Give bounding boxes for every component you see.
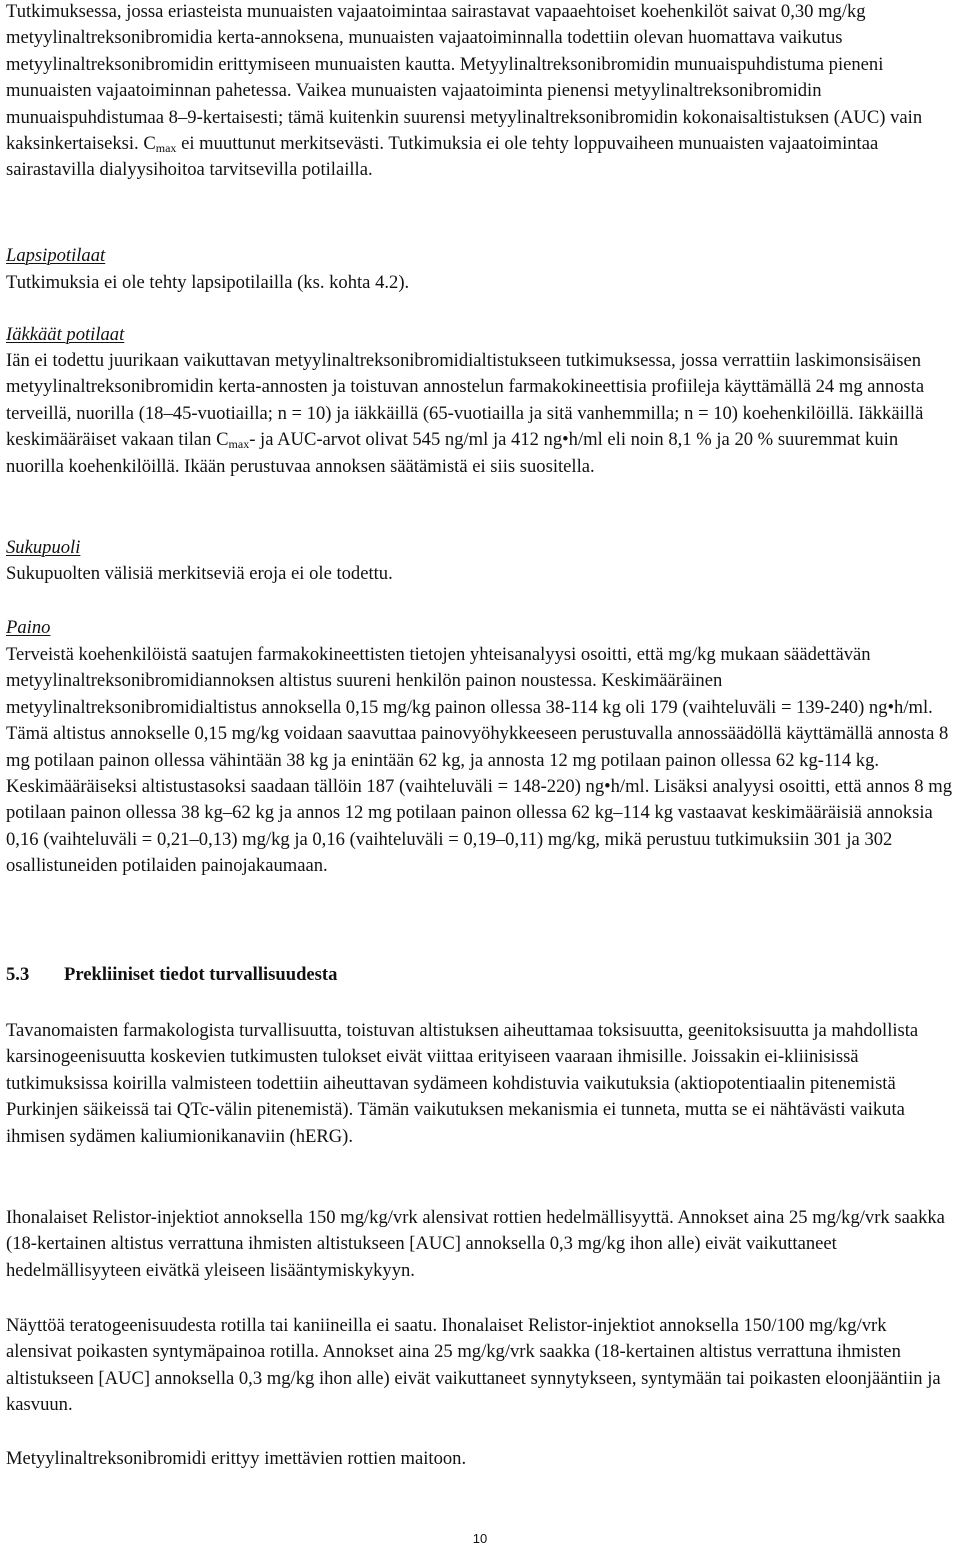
- pediatric-heading: Lapsipotilaat: [6, 245, 106, 266]
- sex-paragraph: Sukupuolten välisiä merkitseviä eroja ei ole todettu.: [6, 563, 393, 584]
- weight-heading: Paino: [6, 617, 51, 638]
- elderly-text-main: Iän ei todettu juurikaan vaikuttavan metyylinaltreksonibromidialtistukseen tutkimuksessa, jossa verrattiin laskimonsisäisen metyylinaltreksonibromidin kerta-annosten ja toistuvan annostelun farmakokineettisia profiileja käyttämällä 24 mg annosta terveillä, nuorilla (18–45-vuotiailla; n = 10) ja iäkkäillä (65-vuotiailla ja sitä vanhemmilla; n = 10) koehenkilöillä. Iäkkäillä keskimääräiset vakaan tilan C: [6, 350, 925, 451]
- section-heading: [6, 962, 337, 988]
- renal-cmax-subscript: max: [155, 141, 177, 156]
- renal-text-main: Tutkimuksessa, jossa eriasteista munuaisten vajaatoimintaa sairastavat vapaaehtoiset koehenkilöt saivat 0,30 mg/kg metyylinaltreksonibromidia kerta-annoksena, munuaisten vajaatoiminnalla todettiin olevan huomattava vaikutus metyylinaltreksonibromidin erittymiseen munuaisten kautta. Metyylinaltreksonibromidin munuaispuhdistuma pieneni munuaisten vajaatoiminnan pahetessa. Vaikea munuaisten vajaatoiminta pienensi metyylinaltreksonibromidin munuaispuhdistumaa 8–9-kertaisesti; tämä kuitenkin suurensi metyylinaltreksonibromidin kokonaisaltistuksen (AUC) vain kaksinkertaiseksi. C: [6, 1, 923, 155]
- sex-heading: Sukupuoli: [6, 537, 81, 558]
- preclinical-paragraph-2: Ihonalaiset Relistor-injektiot annoksella 150 mg/kg/vrk alensivat rottien hedelmällisyyttä. Annokset aina 25 mg/kg/vrk saakka (18-kertainen altistus verrattuna ihmisten altistukseen [AUC] annoksella 0,3 mg/kg ihon alle) eivät vaikuttaneet hedelmällisyyteen eivätkä yleiseen lisääntymiskykyyn.: [6, 1207, 945, 1281]
- preclinical-paragraph-3: Näyttöä teratogeenisuudesta rotilla tai kaniineilla ei saatu. Ihonalaiset Relistor-injektiot annoksella 150/100 mg/kg/vrk alensivat poikasten syntymäpainoa rotilla. Annokset aina 25 mg/kg/vrk saakka (18-kertainen altistus verrattuna ihmisten altistukseen [AUC] annoksella 0,3 mg/kg ihon alle) eivät vaikuttaneet synnytykseen, syntymään tai poikasten eloonjääntiin ja kasvuun.: [6, 1315, 941, 1416]
- elderly-heading: Iäkkäät potilaat: [6, 324, 125, 345]
- renal-text-end: ei muuttunut merkitsevästi. Tutkimuksia ei ole tehty loppuvaiheen munuaisten vajaatoimintaa sairastavilla dialyysihoitoa tarvitsevilla potilailla.: [6, 133, 879, 181]
- preclinical-paragraph-1: Tavanomaisten farmakologista turvallisuutta, toistuvan altistuksen aiheuttamaa toksisuutta, geenitoksisuutta ja mahdollista karsinogeenisuutta koskevien tutkimusten tulokset eivät viittaa erityiseen vaaraan ihmisille. Joissakin ei-kliinisissä tutkimuksissa koirilla valmisteen todettiin aiheuttavan sydämeen kohdistuvia vaikutuksia (aktiopotentiaalin pitenemistä Purkinjen säikeissä tai QTc-välin pitenemistä). Tämän vaikutuksen mekanismia ei tunneta, mutta se ei nähtävästi vaikuta ihmisen sydämen kaliumionikanaviin (hERG).: [6, 1020, 919, 1147]
- section-title: Prekliiniset tiedot turvallisuudesta: [64, 964, 338, 985]
- elderly-text-end: - ja AUC-arvot olivat 545 ng/ml ja 412 ng•h/ml eli noin 8,1 % ja 20 % suuremmat kuin nuorilla koehenkilöillä. Ikään perustuvaa annoksen säätämistä ei siis suositella.: [6, 429, 899, 477]
- preclinical-paragraph-4: Metyylinaltreksonibromidi erittyy imettävien rottien maitoon.: [6, 1448, 467, 1469]
- elderly-paragraph: [6, 348, 956, 480]
- renal-impairment-paragraph: [6, 0, 956, 184]
- page-number: 10: [472, 1531, 488, 1546]
- section-number: 5.3: [6, 964, 30, 985]
- pediatric-paragraph: Tutkimuksia ei ole tehty lapsipotilailla (ks. kohta 4.2).: [6, 272, 410, 293]
- weight-paragraph: Terveistä koehenkilöistä saatujen farmakokineettisten tietojen yhteisanalyysi osoitti, että mg/kg mukaan säädettävän metyylinaltreksonibromidiannoksen altistus suureni henkilön painon noustessa. Keskimääräinen metyylinaltreksonibromidialtistus annoksella 0,15 mg/kg painon ollessa 38-114 kg oli 179 (vaihteluväli = 139-240) ng•h/ml. Tämä altistus annokselle 0,15 mg/kg voidaan saavuttaa painovyöhykkeeseen perustuvalla annossäädöllä käyttämällä annosta 8 mg potilaan painon ollessa vähintään 38 kg ja enintään 62 kg, ja annosta 12 mg potilaan painon ollessa 62 kg-114 kg. Keskimääräiseksi altistustasoksi saadaan tällöin 187 (vaihteluväli = 148-220) ng•h/ml. Lisäksi analyysi osoitti, että annos 8 mg potilaan painon ollessa 38 kg–62 kg ja annos 12 mg potilaan painon ollessa 62 kg–114 kg vastaavat keskimääräisiä annoksia 0,16 (vaihteluväli = 0,21–0,13) mg/kg ja 0,16 (vaihteluväli = 0,19–0,11) mg/kg, mikä perustuu tutkimuksiin 301 ja 302 osallistuneiden potilaiden painojakaumaan.: [6, 644, 953, 877]
- elderly-cmax-subscript: max: [228, 437, 250, 452]
